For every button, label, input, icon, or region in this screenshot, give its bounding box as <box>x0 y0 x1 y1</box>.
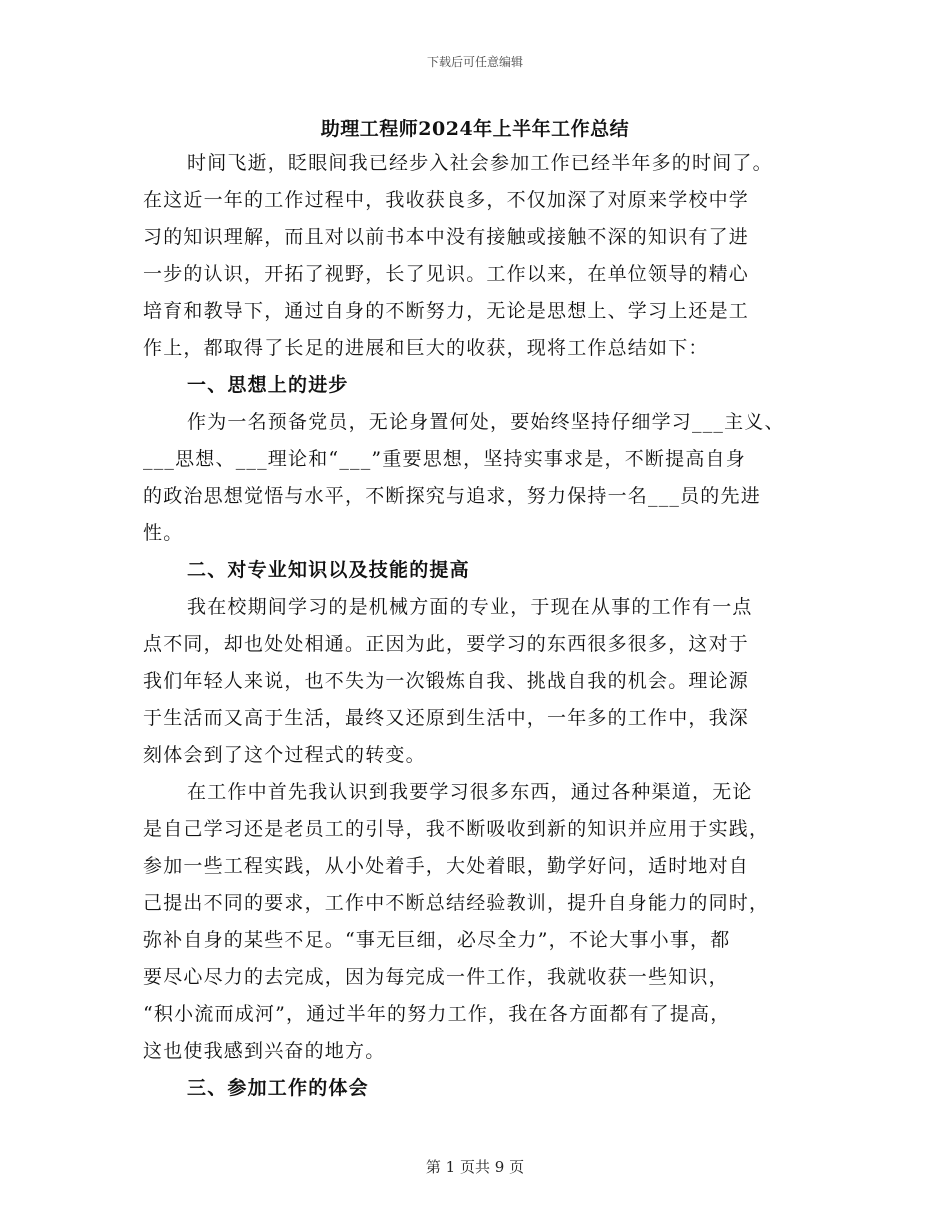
paragraph-line: 在这近一年的工作过程中，我收获良多，不仅加深了对原来学校中学 <box>143 189 750 211</box>
paragraph-line: 性。 <box>143 522 184 544</box>
paragraph-line: ___思想、___理论和“___”重要思想，坚持实事求是，不断提高自身 <box>143 448 746 470</box>
section-heading: 一、思想上的进步 <box>187 374 349 396</box>
page-number: 第 1 页共 9 页 <box>425 1158 525 1176</box>
header-note: 下载后可任意编辑 <box>426 55 523 69</box>
paragraph-line: 作为一名预备党员，无论身置何处，要始终坚持仔细学习___主义、 <box>187 411 785 433</box>
paragraph-line: 这也使我感到兴奋的地方。 <box>143 1040 386 1062</box>
paragraph-line: 我在校期间学习的是机械方面的专业，于现在从事的工作有一点 <box>187 596 753 618</box>
paragraph-line: 于生活而又高于生活，最终又还原到生活中，一年多的工作中，我深 <box>143 707 750 729</box>
paragraph-line: 要尽心尽力的去完成，因为每完成一件工作，我就收获一些知识， <box>143 966 729 988</box>
paragraph-line: 己提出不同的要求，工作中不断总结经验教训，提升自身能力的同时， <box>143 892 770 914</box>
paragraph-line: 刻体会到了这个过程式的转变。 <box>143 744 426 766</box>
paragraph-line: 弥补自身的某些不足。“事无巨细，必尽全力”，不论大事小事，都 <box>143 929 731 951</box>
paragraph-line: 习的知识理解，而且对以前书本中没有接触或接触不深的知识有了进 <box>143 226 750 248</box>
paragraph-line: 时间飞逝，眨眼间我已经步入社会参加工作已经半年多的时间了。 <box>187 152 773 174</box>
section-heading: 三、参加工作的体会 <box>187 1077 369 1099</box>
paragraph-line: 一步的认识，开拓了视野，长了见识。工作以来，在单位领导的精心 <box>143 263 750 285</box>
document-title: 助理工程师2024年上半年工作总结 <box>320 118 630 140</box>
paragraph-line: 培育和教导下，通过自身的不断努力，无论是思想上、学习上还是工 <box>143 300 750 322</box>
paragraph-line: “积小流而成河”，通过半年的努力工作，我在各方面都有了提高， <box>143 1003 731 1025</box>
section-heading: 二、对专业知识以及技能的提高 <box>187 559 470 581</box>
paragraph-line: 是自己学习还是老员工的引导，我不断吸收到新的知识并应用于实践， <box>143 818 770 840</box>
paragraph-line: 在工作中首先我认识到我要学习很多东西，通过各种渠道，无论 <box>187 781 753 803</box>
paragraph-line: 的政治思想觉悟与水平，不断探究与追求，努力保持一名___员的先进 <box>143 485 761 507</box>
paragraph-line: 点不同，却也处处相通。正因为此，要学习的东西很多很多，这对于 <box>143 633 750 655</box>
paragraph-line: 参加一些工程实践，从小处着手，大处着眼，勤学好问，适时地对自 <box>143 855 750 877</box>
paragraph-line: 我们年轻人来说，也不失为一次锻炼自我、挑战自我的机会。理论源 <box>143 670 750 692</box>
paragraph-line: 作上，都取得了长足的进展和巨大的收获，现将工作总结如下： <box>143 337 709 359</box>
